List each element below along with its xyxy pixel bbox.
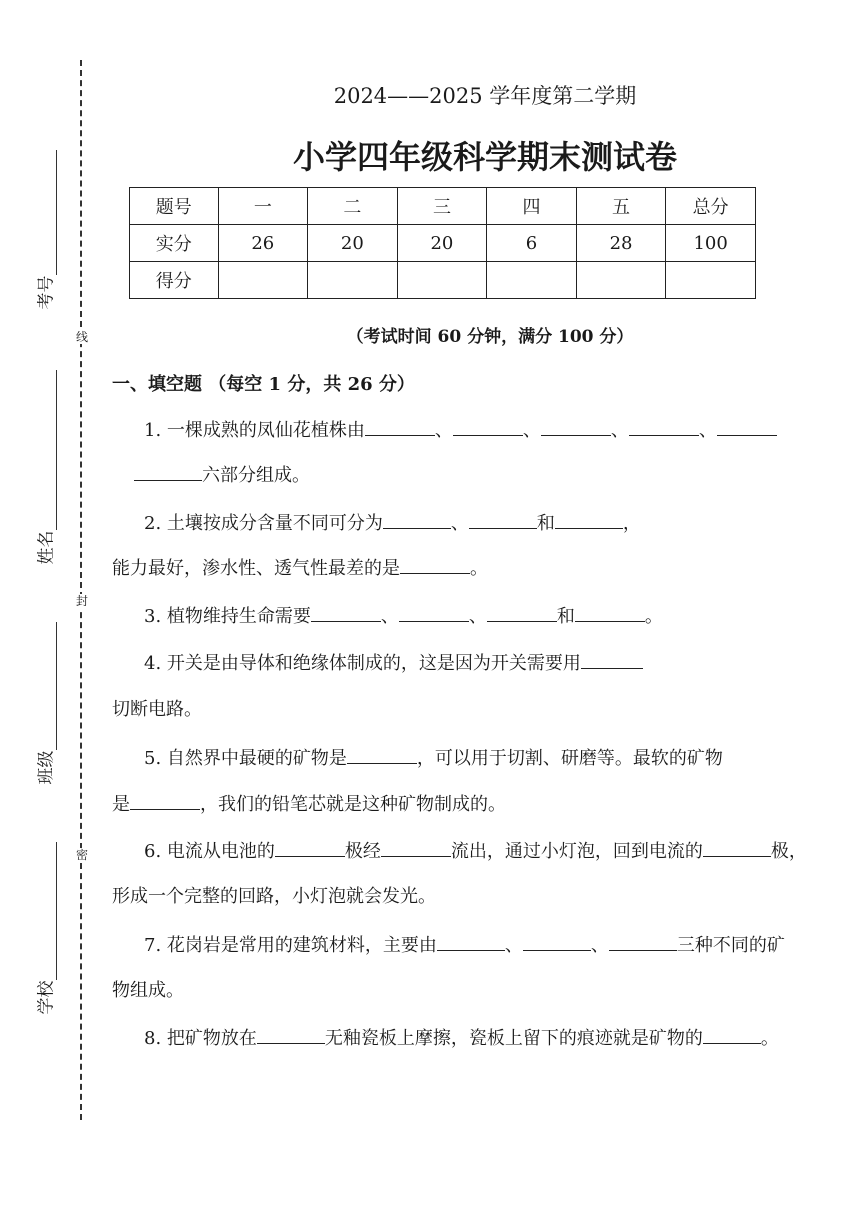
table-row-points <box>130 225 756 262</box>
class-field[interactable] <box>56 622 57 750</box>
score-input-cell[interactable] <box>666 262 756 299</box>
question-2 <box>144 510 641 537</box>
separator: 和 <box>556 606 575 627</box>
answer-blank[interactable] <box>383 510 451 529</box>
question-text: ，我们的铅笔芯就是这种矿物制成的。 <box>200 794 506 815</box>
table-cell: 一 <box>218 188 308 225</box>
answer-blank[interactable] <box>581 650 643 669</box>
answer-blank[interactable] <box>469 510 537 529</box>
question-3 <box>144 603 663 630</box>
question-text: 能力最好，渗水性、透气性最差的是 <box>112 558 400 579</box>
table-cell: 三 <box>397 188 487 225</box>
separator: 、 <box>380 606 399 627</box>
seal-char-feng: 封 <box>76 594 89 608</box>
question-text: 极， <box>770 841 807 862</box>
question-text: 六部分组成。 <box>202 465 310 486</box>
table-row-headers <box>130 188 756 225</box>
question-4 <box>144 650 643 677</box>
name-label: 姓名 <box>36 530 57 565</box>
school-field[interactable] <box>56 842 57 980</box>
question-text: 2. 土壤按成分含量不同可分为 <box>144 513 383 534</box>
answer-blank[interactable] <box>703 1025 761 1044</box>
question-4-cont: 切断电路。 <box>112 699 202 720</box>
separator: 和 <box>536 513 555 534</box>
table-cell: 二 <box>308 188 398 225</box>
table-row-score <box>130 262 756 299</box>
answer-blank[interactable] <box>400 555 470 574</box>
question-text: 3. 植物维持生命需要 <box>144 606 311 627</box>
table-cell: 题号 <box>130 188 219 225</box>
table-cell: 100 <box>666 225 756 262</box>
score-table <box>129 187 756 299</box>
answer-blank[interactable] <box>134 462 202 481</box>
exam-info: （考试时间 60 分钟，满分 100 分） <box>346 327 634 347</box>
answer-blank[interactable] <box>437 932 505 951</box>
question-6-cont: 形成一个完整的回路，小灯泡就会发光。 <box>112 886 436 907</box>
table-cell: 26 <box>218 225 308 262</box>
question-7 <box>144 932 785 959</box>
separator: 。 <box>644 606 663 627</box>
separator: 、 <box>610 420 629 441</box>
question-text: 无釉瓷板上摩擦，瓷板上留下的痕迹就是矿物的 <box>324 1028 703 1049</box>
answer-blank[interactable] <box>609 932 677 951</box>
separator: 。 <box>760 1028 779 1049</box>
question-text: 5. 自然界中最硬的矿物是 <box>144 748 347 769</box>
question-text: 7. 花岗岩是常用的建筑材料，主要由 <box>144 935 437 956</box>
separator: 、 <box>450 513 469 534</box>
binding-dashed-line <box>80 60 82 1120</box>
score-input-cell[interactable] <box>308 262 398 299</box>
answer-blank[interactable] <box>347 745 417 764</box>
question-5 <box>144 745 723 772</box>
answer-blank[interactable] <box>365 417 435 436</box>
score-input-cell[interactable] <box>218 262 308 299</box>
question-6 <box>144 838 807 865</box>
separator: 、 <box>434 420 453 441</box>
answer-blank[interactable] <box>311 603 381 622</box>
answer-blank[interactable] <box>555 510 623 529</box>
separator: 。 <box>470 558 488 579</box>
score-input-cell[interactable] <box>487 262 577 299</box>
separator: 、 <box>698 420 717 441</box>
class-label: 班级 <box>36 750 57 785</box>
seal-char-mi: 密 <box>76 848 89 862</box>
answer-blank[interactable] <box>575 603 645 622</box>
score-input-cell[interactable] <box>397 262 487 299</box>
question-2-cont <box>112 555 488 582</box>
table-cell: 6 <box>487 225 577 262</box>
question-text: 8. 把矿物放在 <box>144 1028 257 1049</box>
table-cell: 总分 <box>666 188 756 225</box>
separator: 、 <box>504 935 523 956</box>
question-text: 流出，通过小灯泡，回到电流的 <box>450 841 703 862</box>
table-cell: 实分 <box>130 225 219 262</box>
question-8 <box>144 1025 779 1052</box>
question-text: 1. 一棵成熟的凤仙花植株由 <box>144 420 365 441</box>
separator: 、 <box>468 606 487 627</box>
answer-blank[interactable] <box>523 932 591 951</box>
answer-blank[interactable] <box>399 603 469 622</box>
score-input-cell[interactable] <box>576 262 666 299</box>
answer-blank[interactable] <box>717 417 777 436</box>
seal-char-xian: 线 <box>76 330 89 344</box>
table-cell: 五 <box>576 188 666 225</box>
question-5-cont <box>112 791 506 818</box>
answer-blank[interactable] <box>381 838 451 857</box>
separator: ， <box>622 513 641 534</box>
section-title: 一、填空题 （每空 1 分，共 26 分） <box>112 374 415 395</box>
exam-number-label: 考号 <box>36 275 57 310</box>
page-title: 小学四年级科学期末测试卷 <box>292 138 677 176</box>
answer-blank[interactable] <box>629 417 699 436</box>
table-cell: 28 <box>576 225 666 262</box>
answer-blank[interactable] <box>275 838 345 857</box>
question-text: 6. 电流从电池的 <box>144 841 275 862</box>
question-text: 三种不同的矿 <box>676 935 785 956</box>
answer-blank[interactable] <box>487 603 557 622</box>
table-cell: 得分 <box>130 262 219 299</box>
name-field[interactable] <box>56 370 57 530</box>
table-cell: 四 <box>487 188 577 225</box>
separator: 、 <box>590 935 609 956</box>
question-text: ，可以用于切割、研磨等。最软的矿物 <box>416 748 723 769</box>
question-text: 极经 <box>344 841 381 862</box>
question-1-cont <box>134 462 310 489</box>
question-7-cont: 物组成。 <box>112 980 184 1001</box>
question-1 <box>144 417 777 444</box>
question-text: 是 <box>112 794 130 815</box>
separator: 、 <box>522 420 541 441</box>
school-label: 学校 <box>36 980 57 1015</box>
answer-blank[interactable] <box>257 1025 325 1044</box>
answer-blank[interactable] <box>541 417 611 436</box>
answer-blank[interactable] <box>130 791 200 810</box>
question-text: 4. 开关是由导体和绝缘体制成的，这是因为开关需要用 <box>144 653 581 674</box>
answer-blank[interactable] <box>453 417 523 436</box>
answer-blank[interactable] <box>703 838 771 857</box>
term-heading: 2024——2025 学年度第二学期 <box>333 84 637 108</box>
table-cell: 20 <box>308 225 398 262</box>
table-cell: 20 <box>397 225 487 262</box>
